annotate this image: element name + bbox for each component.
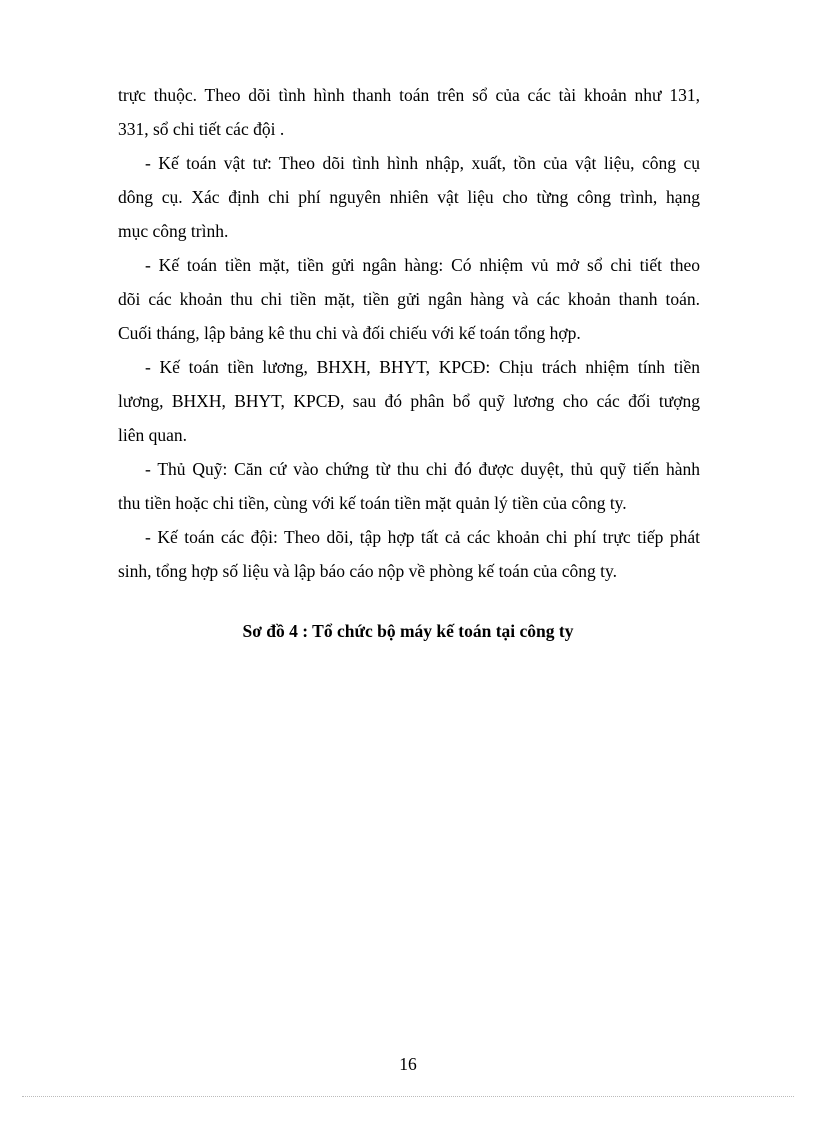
text-line: dông cụ. Xác định chi phí nguyên nhiên vật liệu cho từng công trình, hạng (118, 187, 700, 207)
text-line: Cuối tháng, lập bảng kê thu chi và đối chiếu với kế toán tổng hợp. (118, 323, 581, 343)
text-line: - Kế toán các đội: Theo dõi, tập hợp tất cả các khoản chi phí trực tiếp phát (145, 527, 700, 547)
text-line: - Kế toán tiền lương, BHXH, BHYT, KPCĐ: Chịu trách nhiệm tính tiền (145, 357, 700, 377)
text-line: trực thuộc. Theo dõi tình hình thanh toán trên sổ của các tài khoản như 131, (118, 85, 700, 105)
text-line: - Kế toán vật tư: Theo dõi tình hình nhập, xuất, tồn của vật liệu, công cụ (145, 153, 700, 173)
text-line: liên quan. (118, 425, 188, 445)
text-line: - Thủ Quỹ: Căn cứ vào chứng từ thu chi đó được duyệt, thủ quỹ tiến hành (145, 459, 700, 479)
text-line: - Kế toán tiền mặt, tiền gửi ngân hàng: Có nhiệm vủ mở sổ chi tiết theo (145, 255, 700, 275)
text-line: mục công trình. (118, 221, 229, 241)
text-line: thu tiền hoặc chi tiền, cùng với kế toán tiền mặt quản lý tiền của công ty. (118, 493, 627, 513)
text-line: 331, sổ chi tiết các đội . (118, 119, 285, 139)
text-line: dõi các khoản thu chi tiền mặt, tiền gửi ngân hàng và các khoản thanh toán. (118, 289, 700, 309)
diagram-heading: Sơ đồ 4 : Tổ chức bộ máy kế toán tại công ty (242, 621, 574, 641)
page-border-dotted-line (22, 1096, 794, 1097)
page-number: 16 (399, 1054, 417, 1074)
text-line: lương, BHXH, BHYT, KPCĐ, sau đó phân bổ quỹ lương cho các đối tượng (118, 391, 700, 411)
text-line: sinh, tổng hợp số liệu và lập báo cáo nộp về phòng kế toán của công ty. (118, 561, 617, 581)
